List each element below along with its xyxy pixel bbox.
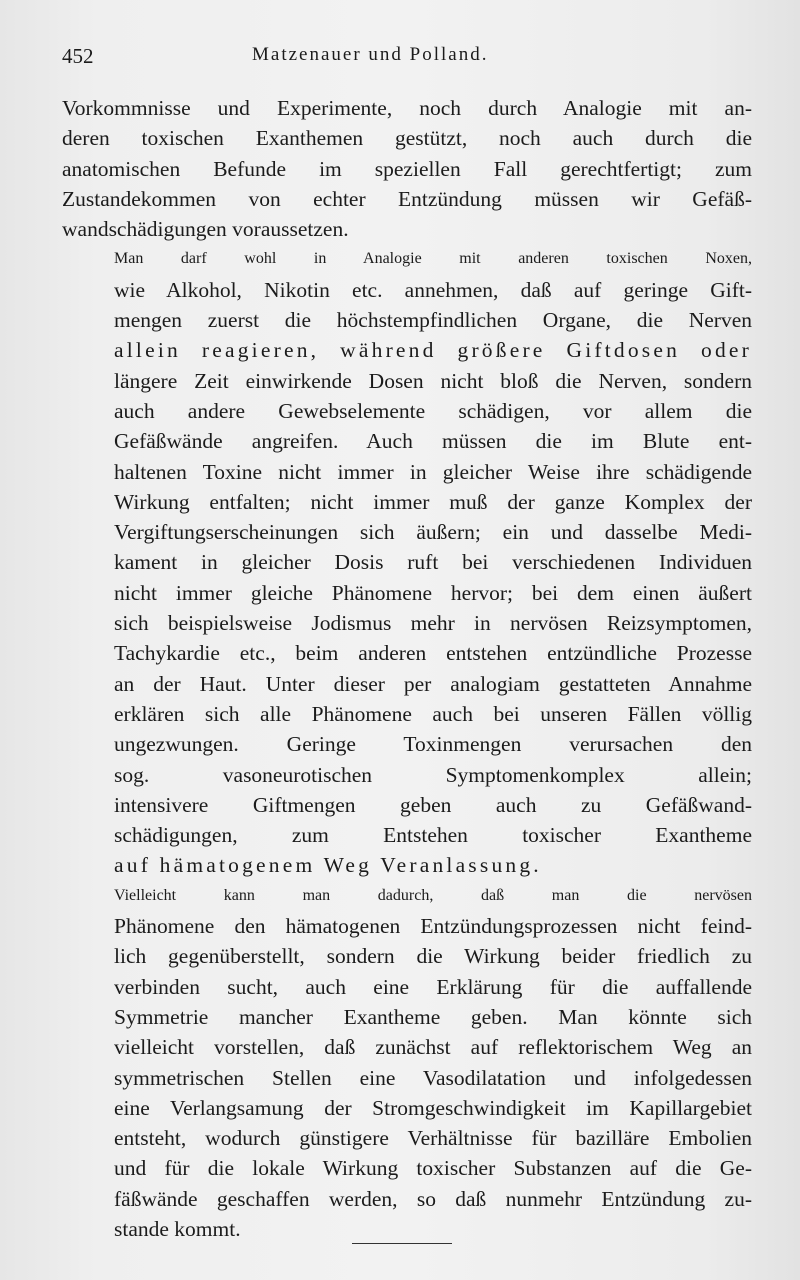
text-line: nicht immer gleiche Phänomene hervor; bei dem einen äußert <box>114 580 752 605</box>
text-line: auf hämatogenem Weg Veranlassung. <box>114 853 542 878</box>
text-line: Zustandekommen von echter Entzündung müssen wir Gefäß- <box>62 186 752 211</box>
text-line: an der Haut. Unter dieser per analogiam gestatteten Annahme <box>114 671 752 696</box>
text-line: verbinden sucht, auch eine Erklärung für die auffallende <box>114 974 752 999</box>
text-line: Phänomene den hämatogenen Entzündungsprozessen nicht feind- <box>114 914 752 939</box>
text-line: stande kommt. <box>114 1216 241 1241</box>
text-line: symmetrischen Stellen eine Vasodilatation und infolgedessen <box>114 1065 752 1090</box>
text-line: längere Zeit einwirkende Dosen nicht bloß die Nerven, sondern <box>114 368 752 393</box>
text-line: ungezwungen. Geringe Toxinmengen verursachen den <box>114 732 752 757</box>
text-line: allein reagieren, während größere Giftdosen oder <box>114 338 752 363</box>
text-line: wandschädigungen voraussetzen. <box>62 217 349 242</box>
page-number: 452 <box>62 44 94 68</box>
page-header <box>62 44 752 74</box>
paragraph-1 <box>62 93 752 244</box>
text-line: sog. vasoneurotischen Symptomenkomplex allein; <box>114 762 752 787</box>
text-line: deren toxischen Exanthemen gestützt, noch auch durch die <box>62 126 752 151</box>
text-line: fäßwände geschaffen werden, so daß nunmehr Entzündung zu- <box>114 1186 752 1211</box>
text-line: Tachykardie etc., beim anderen entstehen entzündliche Prozesse <box>114 641 752 666</box>
text-line: Gefäßwände angreifen. Auch müssen die im Blute ent- <box>114 429 752 454</box>
paragraph-3 <box>62 881 752 1245</box>
text-line: Symmetrie mancher Exantheme geben. Man könnte sich <box>114 1004 752 1029</box>
text-line: schädigungen, zum Entstehen toxischer Exantheme <box>114 823 752 848</box>
text-line: intensivere Giftmengen geben auch zu Gefäßwand- <box>114 792 752 817</box>
text-line: entsteht, wodurch günstigere Verhältnisse für bazilläre Embolien <box>114 1126 752 1151</box>
text-line: haltenen Toxine nicht immer in gleicher Weise ihre schädigende <box>114 459 752 484</box>
text-line: eine Verlangsamung der Stromgeschwindigkeit im Kapillargebiet <box>114 1095 752 1120</box>
text-line: und für die lokale Wirkung toxischer Substanzen auf die Ge- <box>114 1156 752 1181</box>
text-line: Vorkommnisse und Experimente, noch durch Analogie mit an- <box>62 96 752 120</box>
text-line: erklären sich alle Phänomene auch bei unseren Fällen völlig <box>114 701 752 726</box>
end-rule <box>352 1243 452 1244</box>
text-line: vielleicht vorstellen, daß zunächst auf reflektorischem Weg an <box>114 1035 752 1060</box>
text-line: Man darf wohl in Analogie mit anderen toxischen Noxen, <box>114 250 752 268</box>
text-line: Vielleicht kann man dadurch, daß man die nervösen <box>114 886 752 904</box>
text-line: kament in gleicher Dosis ruft bei verschiedenen Individuen <box>114 550 752 575</box>
text-line: lich gegenüberstellt, sondern die Wirkung beider friedlich zu <box>114 944 752 969</box>
text-line: Wirkung entfalten; nicht immer muß der ganze Komplex der <box>114 489 752 514</box>
body-text <box>62 93 752 1244</box>
text-line: Vergiftungserscheinungen sich äußern; ein und dasselbe Medi- <box>114 520 752 545</box>
text-line: sich beispielsweise Jodismus mehr in nervösen Reizsymptomen, <box>114 611 752 636</box>
text-line: auch andere Gewebselemente schädigen, vor allem die <box>114 398 752 423</box>
running-head: Matzenauer und Polland. <box>252 44 489 65</box>
paragraph-2 <box>62 244 752 880</box>
text-line: wie Alkohol, Nikotin etc. annehmen, daß auf geringe Gift- <box>114 277 752 302</box>
text-line: anatomischen Befunde im speziellen Fall gerechtfertigt; zum <box>62 156 752 181</box>
text-line: mengen zuerst die höchstempfindlichen Organe, die Nerven <box>114 308 752 333</box>
